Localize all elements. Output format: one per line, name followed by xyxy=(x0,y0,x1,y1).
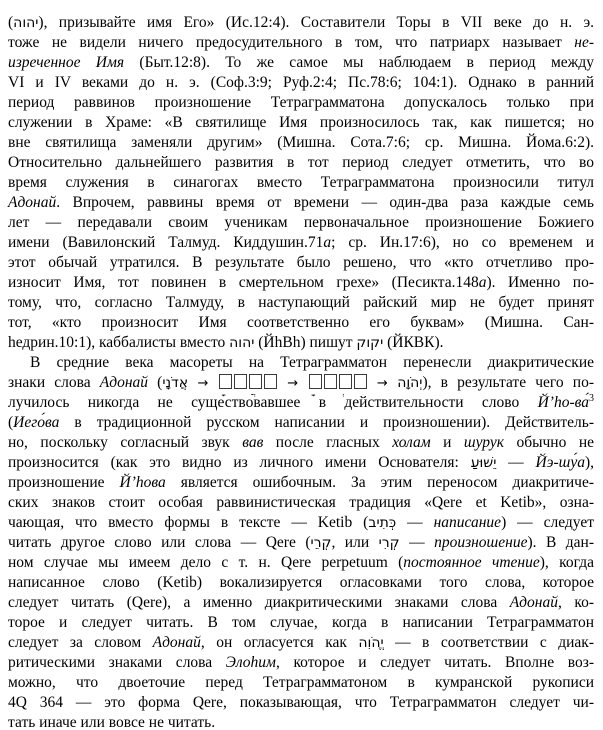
text-run: Адонай xyxy=(152,634,201,651)
text-run: вне святилища заменяли другим» (Мишна. Сота.7:6; ср. Мишна. Йома.6:2). xyxy=(8,134,594,151)
hebrew-word: כְּתִיב xyxy=(368,515,397,531)
missing-glyph-box: ֲ xyxy=(249,374,262,389)
text-line xyxy=(8,573,594,593)
text-line xyxy=(8,533,594,553)
text-run: в традиционной русском написании и произношении). Действитель- xyxy=(59,414,594,431)
text-run: этот обычай утратился. В результате было решено, что «кто отчетливо про- xyxy=(8,254,594,271)
text-run: (ЙhВh) пишут xyxy=(254,334,357,351)
text-run: произношение xyxy=(434,534,528,551)
text-run: ских знаков стоит особая раввинистическая традиция «Qere et Ketib», озна- xyxy=(8,494,594,511)
text-line xyxy=(8,613,594,633)
text-run: написанное слово (Ketib) вокализируется огласовками того слова, которое xyxy=(8,574,594,591)
text-run: вав xyxy=(242,434,264,451)
text-run: → xyxy=(367,376,398,391)
hebrew-word: קְרִי xyxy=(378,535,400,551)
hebrew-word: יקוק xyxy=(356,335,384,351)
text-run: холам xyxy=(392,434,431,451)
text-line xyxy=(8,373,594,397)
text-line xyxy=(8,413,594,433)
text-line xyxy=(8,93,594,113)
text-run: Адонай xyxy=(99,374,149,391)
text-run: написание xyxy=(433,514,502,531)
text-run: ; ср. Ин.17:6), но со временем и xyxy=(331,234,595,251)
text-run: период раввинов произношение Тетраграмматона допускалось только при xyxy=(8,94,594,111)
text-run: произношение xyxy=(8,474,120,491)
missing-glyph-box: ָ xyxy=(219,374,232,389)
text-run: является ошибочным. За этим переносом диакритиче- xyxy=(165,474,594,491)
text-run: ), xyxy=(584,454,595,471)
text-run: следует за словом xyxy=(8,634,153,651)
text-line xyxy=(8,553,594,573)
text-run: → xyxy=(277,376,308,391)
hebrew-word: יֱהֹוִה xyxy=(358,635,384,651)
text-run: тоже не видели ничего предосудительного в том, что патриарх называет xyxy=(8,34,575,51)
text-line xyxy=(8,673,594,693)
text-run: (Быт.12:8). То же самое мы наблюдаем в период между xyxy=(124,54,595,71)
text-run: шурук xyxy=(463,434,504,451)
text-run: тот, «кто произносит Имя соответственно его буквам» (Мишна. Сан- xyxy=(8,314,594,331)
text-run: → xyxy=(188,376,218,391)
hebrew-word: יְהֹוָה xyxy=(397,375,423,391)
text-run: , он огласуется как xyxy=(200,634,359,651)
text-run: но, поскольку согласный звук xyxy=(8,434,243,451)
text-run: не- xyxy=(574,34,594,51)
text-line xyxy=(8,513,594,533)
text-run: тать иначе или вовсе не читать. xyxy=(8,714,216,730)
text-run: изреченное Имя xyxy=(8,54,125,71)
text-run: читать другое слово или слова — Qere ( xyxy=(8,534,311,551)
hebrew-word: יהוה xyxy=(13,15,39,31)
hebrew-word: יהוה xyxy=(229,335,255,351)
text-run: знаки слова xyxy=(8,374,100,391)
text-run: имени (Вавилонский Талмуд. Киддушин.71 xyxy=(8,234,324,251)
text-run: лет — передавали своим ученикам первоначальное произношение Божиего xyxy=(8,214,594,231)
missing-glyph-box xyxy=(354,374,367,389)
text-run: следует читать (Qere), а именно диакритическими знаками слова xyxy=(8,594,510,611)
text-line xyxy=(8,113,594,133)
text-run: 4Q 364 — это форма Qere, показывающая, что Тетраграмматон следует чи- xyxy=(8,694,594,711)
text-line xyxy=(8,493,594,513)
missing-glyph-box xyxy=(234,374,247,389)
text-line xyxy=(8,393,594,413)
text-run: , ко- xyxy=(557,594,594,611)
text-run: а xyxy=(478,274,487,291)
missing-glyph-box: ְ xyxy=(339,374,352,389)
text-line xyxy=(8,633,594,653)
text-line xyxy=(8,593,594,613)
text-run: — xyxy=(496,454,536,471)
text-line xyxy=(8,433,594,453)
text-run: , или xyxy=(331,534,379,551)
text-run: — в соответствии с диак- xyxy=(383,634,594,651)
text-run: а xyxy=(323,234,332,251)
text-run: hедрин.10:1), каббалисты вместо xyxy=(8,334,230,351)
text-run: Относительно дальнейшего развития в тот период следует отметить, что во xyxy=(8,154,594,171)
text-line xyxy=(8,273,594,293)
text-run: ( xyxy=(148,374,163,391)
text-run: . Впрочем, раввины время от времени — один-два раза каждые семь xyxy=(56,194,594,211)
text-run: время служения в синагогах вместо Тетраграмматона произносили титул xyxy=(8,174,594,191)
text-run: ( xyxy=(8,14,14,31)
text-run: В средние века масореты на Тетраграмматон перенесли диакритические xyxy=(30,354,594,371)
text-line xyxy=(8,73,594,93)
hebrew-word: קְרֵי xyxy=(310,535,332,551)
text-run: Элоhим xyxy=(225,654,276,671)
text-run: Йэ-шу́а xyxy=(535,454,585,471)
text-line xyxy=(8,193,594,213)
text-run: ) — следует xyxy=(501,514,595,531)
text-run: (ЙКВК). xyxy=(383,334,444,351)
text-line xyxy=(8,333,594,353)
text-run: ( xyxy=(8,414,14,431)
text-run: ритическими знаками слова xyxy=(8,654,226,671)
text-run: , которое и следует читать. Вполне воз- xyxy=(275,654,594,671)
text-run: ), когда xyxy=(539,554,595,571)
page-text xyxy=(8,13,594,730)
text-line xyxy=(8,153,594,173)
text-run: после гласных xyxy=(263,434,393,451)
text-run: тому, что, согласно Талмуду, в наступающий райский мир не будет принят xyxy=(8,294,594,311)
text-run: ). Именно по- xyxy=(486,274,594,291)
text-line xyxy=(8,13,594,33)
text-run: ), в результате чего по- xyxy=(422,374,594,391)
text-line xyxy=(8,653,594,673)
missing-glyph-box-group xyxy=(308,374,368,395)
text-line xyxy=(8,213,594,233)
text-run: — xyxy=(396,514,434,531)
text-line xyxy=(8,353,594,373)
text-run: Адонай xyxy=(8,194,57,211)
text-line xyxy=(8,473,594,493)
text-run: чающая, что вместо формы в тексте — Ketib ( xyxy=(8,514,369,531)
text-run: и xyxy=(430,434,464,451)
text-line xyxy=(8,53,594,73)
text-run: Й’hо-ва́ xyxy=(537,394,589,411)
text-run: ). В дан- xyxy=(527,534,595,551)
hebrew-word: יֵשׁוּעַ xyxy=(470,455,497,471)
text-line xyxy=(8,253,594,273)
text-line xyxy=(8,33,594,53)
text-line xyxy=(8,713,594,730)
text-line xyxy=(8,173,594,193)
text-run: ном случае мы имеем дело с т. н. Qere perpetuum ( xyxy=(8,554,404,571)
text-run: Адонай xyxy=(509,594,558,611)
text-run: износит Имя, тот повинен в смертельном грехе» (Песикта.148 xyxy=(8,274,479,291)
text-run: служении в Храме: «В святилище Имя произносилось так, как пишется; но xyxy=(8,114,594,131)
text-run: Й’hова xyxy=(119,474,166,491)
text-run: VI и IV веками до н. э. (Соф.3:9; Руф.2:4; Пс.78:6; 104:1). Однако в ранний xyxy=(8,74,594,91)
text-run: можно, что двоеточие перед Тетраграмматоном в кумранской рукописи xyxy=(8,674,594,691)
text-line xyxy=(8,453,594,473)
missing-glyph-box: ָ xyxy=(309,374,322,389)
text-run: ), призывайте имя Его» (Ис.12:4). Составители Торы в VII веке до н. э. xyxy=(38,14,594,31)
missing-glyph-box-group xyxy=(218,374,278,395)
text-run: Иего́ва xyxy=(13,414,60,431)
text-line xyxy=(8,693,594,713)
text-line xyxy=(8,133,594,153)
text-run: произносится (как это видно из личного имени Основателя: xyxy=(8,454,471,471)
text-run: лучилось никогда не существовавшее в действительности слово xyxy=(8,394,538,411)
text-run: постоянное чтение xyxy=(403,554,540,571)
text-line xyxy=(8,293,594,313)
text-line xyxy=(8,233,594,253)
footnote-marker: 3 xyxy=(589,392,594,404)
text-run: — xyxy=(399,534,435,551)
missing-glyph-box xyxy=(324,374,337,389)
hebrew-word: אֲדֹנָי xyxy=(162,375,189,391)
text-run: обычно не xyxy=(503,434,595,451)
text-line xyxy=(8,313,594,333)
missing-glyph-box xyxy=(264,374,277,389)
text-run: торое и следует читать. В том случае, когда в написании Тетраграмматон xyxy=(8,614,594,631)
